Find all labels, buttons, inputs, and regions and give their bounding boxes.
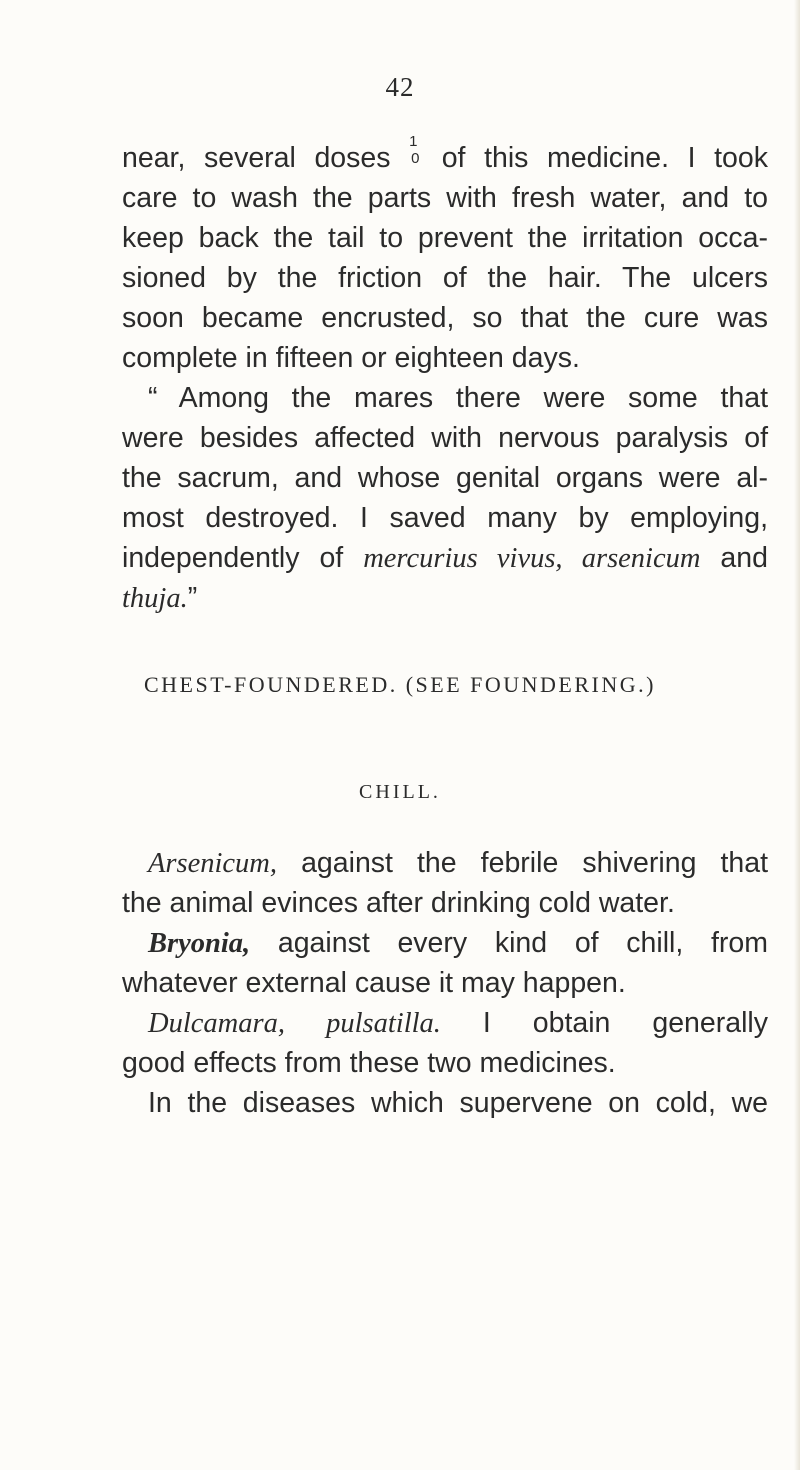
- entry-arsenicum-line-2: the animal evinces after drinking cold water.: [122, 887, 675, 919]
- final-line: In the diseases which supervene on cold, we: [148, 1087, 768, 1119]
- paragraph-2-line-2: were besides affected with nervous paralysis of: [122, 422, 768, 454]
- paragraph-1-line-1: [122, 133, 768, 178]
- entry-dulcamara-line-1: [148, 1003, 768, 1044]
- italic-remedy-name: thuja.: [122, 583, 188, 614]
- paragraph-2-line-1: “ Among the mares there were some that: [148, 382, 768, 414]
- text-span: of this medicine. I took: [423, 142, 768, 174]
- fraction: [409, 133, 423, 167]
- paragraph-1-line-5: soon became encrusted, so that the cure was: [122, 302, 768, 334]
- paragraph-2-line-4: most destroyed. I saved many by employing,: [122, 502, 768, 534]
- paragraph-2-line-5: [122, 538, 768, 579]
- page-edge-shadow: [794, 0, 800, 1470]
- text-span: I obtain generally: [440, 1007, 768, 1039]
- remedy-name: Arsenicum,: [148, 848, 278, 879]
- section-heading-chill: CHILL.: [359, 781, 441, 803]
- text-span: near, several doses: [122, 142, 410, 174]
- remedy-name: Bryonia,: [148, 928, 251, 959]
- paragraph-1-line-2: care to wash the parts with fresh water, and to: [122, 182, 768, 214]
- text-span: independently of: [122, 542, 364, 574]
- italic-remedy-names: mercurius vivus, arsenicum: [363, 543, 701, 574]
- entry-dulcamara-line-2: good effects from these two medicines.: [122, 1047, 616, 1079]
- entry-arsenicum-line-1: [148, 843, 768, 884]
- fraction-denominator: 0: [411, 150, 420, 167]
- paragraph-1-line-4: sioned by the friction of the hair. The ulcers: [122, 262, 768, 294]
- remedy-names: Dulcamara, pulsatilla.: [148, 1008, 441, 1039]
- entry-bryonia-line-1: [148, 923, 768, 964]
- paragraph-2-line-6: [122, 578, 768, 619]
- section-heading-chest-foundered: CHEST-FOUNDERED. (SEE FOUNDERING.): [144, 672, 656, 697]
- paragraph-2-line-3: the sacrum, and whose genital organs were al-: [122, 462, 768, 494]
- closing-quote: ”: [187, 582, 198, 614]
- paragraph-1-line-3: keep back the tail to prevent the irritation occa-: [122, 222, 768, 254]
- entry-bryonia-line-2: whatever external cause it may happen.: [122, 967, 626, 999]
- text-span: against the febrile shivering that: [277, 847, 768, 879]
- text-span: against every kind of chill, from: [250, 927, 768, 959]
- fraction-numerator: 1: [409, 133, 418, 150]
- page-number: 42: [385, 72, 415, 102]
- paragraph-1-line-6: complete in fifteen or eighteen days.: [122, 342, 580, 374]
- text-span: and: [700, 542, 768, 574]
